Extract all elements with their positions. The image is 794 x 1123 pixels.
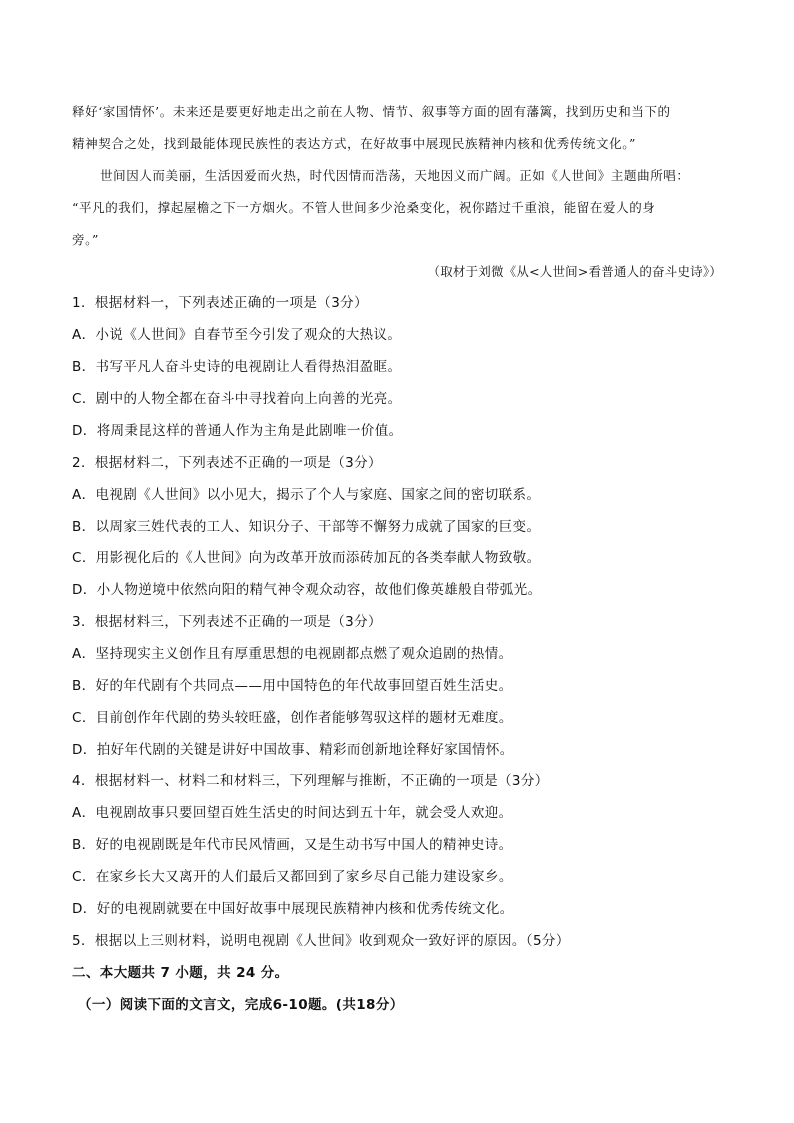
question-1-stem: 1．根据材料一，下列表述正确的一项是（3分） bbox=[72, 295, 368, 311]
question-3-option-a: A．坚持现实主义创作且有厚重思想的电视剧都点燃了观众追剧的热情。 bbox=[72, 646, 513, 662]
question-2-stem: 2．根据材料二，下列表述不正确的一项是（3分） bbox=[72, 455, 382, 471]
question-1-option-d: D．将周秉昆这样的普通人作为主角是此剧唯一价值。 bbox=[72, 423, 403, 439]
question-2-option-b: B．以周家三姓代表的工人、知识分子、干部等不懈努力成就了国家的巨变。 bbox=[72, 519, 541, 535]
question-5-stem: 5．根据以上三则材料，说明电视剧《人世间》收到观众一致好评的原因。（5分） bbox=[72, 933, 570, 949]
question-4-option-c: C．在家乡长大又离开的人们最后又都回到了家乡尽自己能力建设家乡。 bbox=[72, 869, 513, 885]
section-2-heading: 二、本大题共 7 小题，共 24 分。 bbox=[72, 965, 289, 981]
question-4-option-b: B．好的电视剧既是年代市民风情画，又是生动书写中国人的精神史诗。 bbox=[72, 837, 513, 853]
passage-line-2: 精神契合之处，找到最能体现民族性的表达方式，在好故事中展现民族精神内核和优秀传统文化。” bbox=[72, 136, 637, 151]
question-2-option-d: D．小人物逆境中依然向阳的精气神令观众动容，故他们像英雄般自带弧光。 bbox=[72, 582, 542, 598]
question-2-option-a: A．电视剧《人世间》以小见大，揭示了个人与家庭、国家之间的密切联系。 bbox=[72, 487, 541, 503]
question-1-option-a: A．小说《人世间》自春节至今引发了观众的大热议。 bbox=[72, 327, 402, 343]
passage-line-1: 释好‘家国情怀’。未来还是要更好地走出之前在人物、情节、叙事等方面的固有藩篱，找到历史和当下的 bbox=[72, 104, 671, 119]
question-4-option-d: D．好的电视剧就要在中国好故事中展现民族精神内核和优秀传统文化。 bbox=[72, 901, 514, 917]
question-3-option-d: D．拍好年代剧的关键是讲好中国故事、精彩而创新地诠释好家国情怀。 bbox=[72, 742, 514, 758]
question-1-option-b: B．书写平凡人奋斗史诗的电视剧让人看得热泪盈眶。 bbox=[72, 359, 402, 375]
passage-line-5: 旁。” bbox=[72, 232, 99, 247]
question-3-stem: 3．根据材料三，下列表述不正确的一项是（3分） bbox=[72, 614, 382, 630]
question-4-stem: 4．根据材料一、材料二和材料三，下列理解与推断，不正确的一项是（3分） bbox=[72, 773, 549, 789]
question-2-option-c: C．用影视化后的《人世间》向为改革开放而添砖加瓦的各类奉献人物致敬。 bbox=[72, 550, 541, 566]
section-2-subheading: （一）阅读下面的文言文，完成6-10题。(共18分） bbox=[78, 997, 404, 1013]
question-3-option-c: C．目前创作年代剧的势头较旺盛，创作者能够驾驭这样的题材无难度。 bbox=[72, 710, 513, 726]
passage-line-3: 世间因人而美丽，生活因爱而火热，时代因情而浩荡，天地因义而广阔。正如《人世间》主题曲所唱： bbox=[100, 168, 690, 183]
question-3-option-b: B．好的年代剧有个共同点——用中国特色的年代故事回望百姓生活史。 bbox=[72, 678, 513, 694]
question-4-option-a: A．电视剧故事只要回望百姓生活史的时间达到五十年，就会受人欢迎。 bbox=[72, 805, 513, 821]
question-1-option-c: C．剧中的人物全都在奋斗中寻找着向上向善的光亮。 bbox=[72, 391, 402, 407]
source-citation: （取材于刘微《从<人世间>看普通人的奋斗史诗》） bbox=[427, 264, 722, 279]
passage-line-4: “平凡的我们，撑起屋檐之下一方烟火。不管人世间多少沧桑变化，祝你踏过千重浪，能留在爱人的身 bbox=[72, 200, 656, 215]
